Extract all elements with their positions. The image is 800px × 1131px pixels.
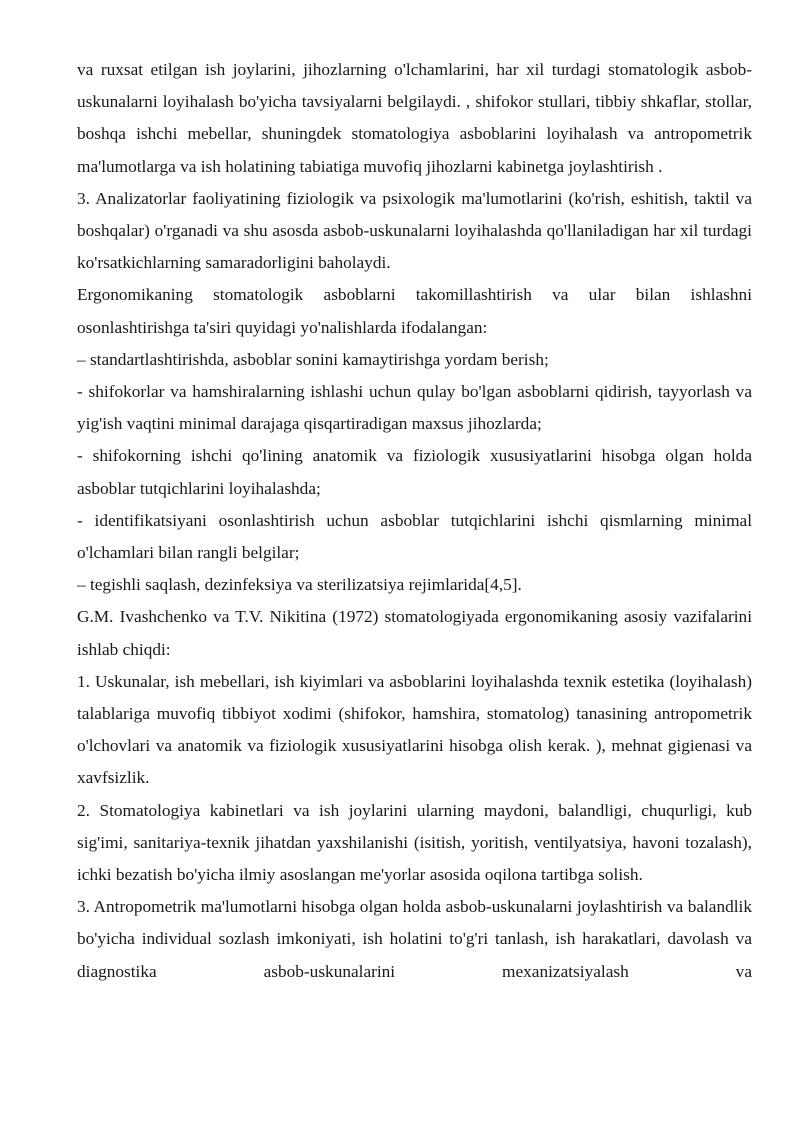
- list-item: – tegishli saqlash, dezinfeksiya va sterilizatsiya rejimlarida[4,5].: [77, 575, 522, 595]
- list-item: - shifokorlar va hamshiralarning ishlashi uchun qulay bo'lgan asboblarni qidirish, tayyorlash va yig'ish vaqtini minimal darajaga qisqartiradigan maxsus jihozlarda;: [77, 382, 752, 434]
- paragraph: va ruxsat etilgan ish joylarini, jihozlarning o'lchamlarini, har xil turdagi stomatologik asbob-uskunalarni loyihalash bo'yicha tavsiyalarni belgilaydi. , shifokor stullari, tibbiy shkaflar, stollar, boshqa ishchi mebellar, shuningdek stomatologiya asboblarini loyihalash va antropometrik ma'lumotlarga va ish holatining tabiatiga muvofiq jihozlarni kabinetga joylashtirish .: [77, 60, 752, 176]
- paragraph: Ergonomikaning stomatologik asboblarni takomillashtirish va ular bilan ishlashni osonlashtirishga ta'siri quyidagi yo'nalishlarda ifodalangan:: [77, 285, 752, 337]
- paragraph: 3. Antropometrik ma'lumotlarni hisobga olgan holda asbob-uskunalarni joylashtirish va balandlik bo'yicha individual sozlash imkoniyati, ish holatini to'g'ri tanlash, ish harakatlari, davolash va diagnostika asbob-uskunalarini mexanizatsiyalash va: [77, 897, 752, 981]
- list-item: - shifokorning ishchi qo'lining anatomik va fiziologik xususiyatlarini hisobga olgan holda asboblar tutqichlarini loyihalashda;: [77, 446, 752, 498]
- paragraph: 3. Analizatorlar faoliyatining fiziologik va psixologik ma'lumotlarini (ko'rish, eshitish, taktil va boshqalar) o'rganadi va shu asosda asbob-uskunalarni loyihalashda qo'llaniladigan har xil turdagi ko'rsatkichlarning samaradorligini baholaydi.: [77, 188, 752, 273]
- paragraph: G.M. Ivashchenko va T.V. Nikitina (1972) stomatologiyada ergonomikaning asosiy vazifalarini ishlab chiqdi:: [77, 607, 752, 659]
- paragraph: 1. Uskunalar, ish mebellari, ish kiyimlari va asboblarini loyihalashda texnik estetika (loyihalash) talablariga muvofiq tibbiyot xodimi (shifokor, hamshira, stomatolog) tanasining antropometrik o'lchovlari va anatomik va fiziologik xususiyatlarini hisobga olish kerak. ), mehnat gigienasi va xavfsizlik.: [77, 671, 752, 788]
- list-item: – standartlashtirishda, asboblar sonini kamaytirishga yordam berish;: [77, 349, 549, 369]
- list-item: - identifikatsiyani osonlashtirish uchun asboblar tutqichlarini ishchi qismlarning minimal o'lchamlari bilan rangli belgilar;: [77, 510, 752, 563]
- body-text: [77, 54, 752, 988]
- paragraph: 2. Stomatologiya kabinetlari va ish joylarini ularning maydoni, balandligi, chuqurligi, kub sig'imi, sanitariya-texnik jihatdan yaxshilanishi (isitish, yoritish, ventilyatsiya, havoni tozalash), ichki bezatish bo'yicha ilmiy asoslangan me'yorlar asosida oqilona tartibga solish.: [77, 800, 752, 885]
